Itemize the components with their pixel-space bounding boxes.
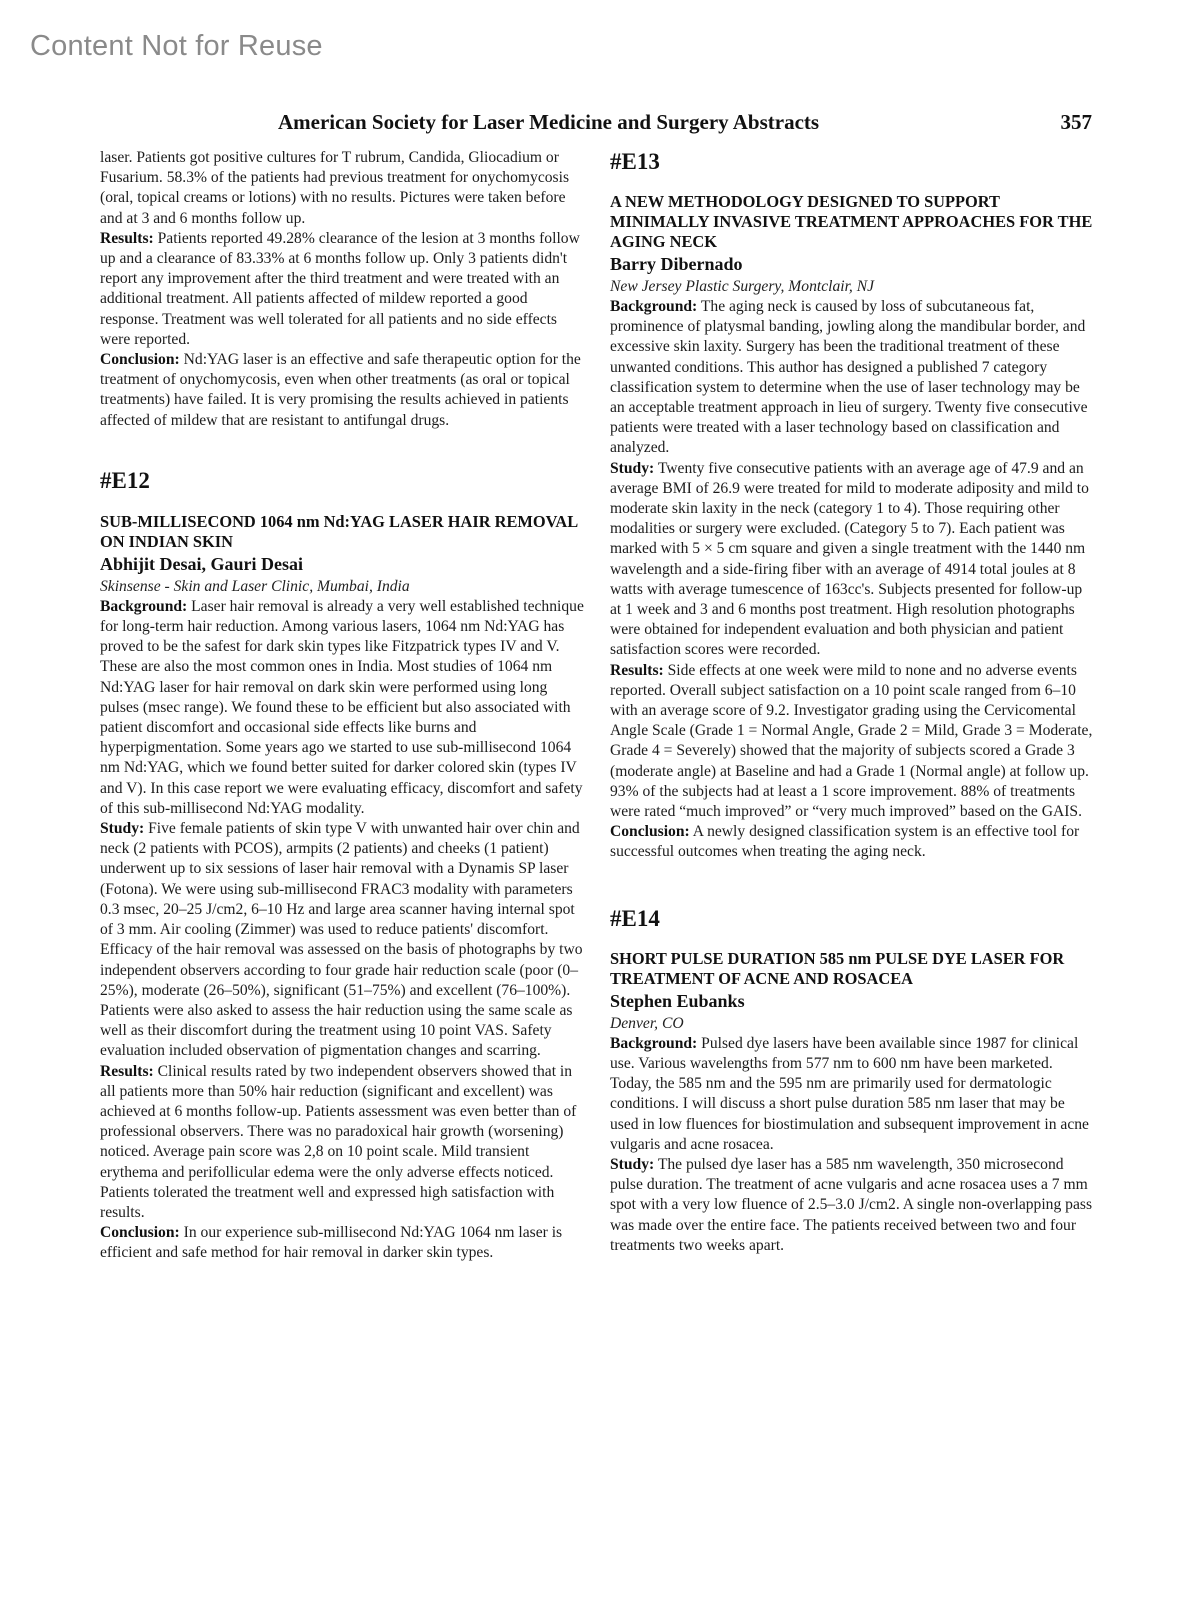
conclusion-paragraph — [100, 1223, 586, 1263]
running-head: American Society for Laser Medicine and Surgery Abstracts — [278, 110, 820, 134]
page-number: 357 — [1060, 110, 1092, 134]
results-label: Results: — [610, 661, 664, 679]
results-paragraph — [610, 661, 1094, 823]
continuation-results — [100, 229, 586, 350]
background-text: Laser hair removal is already a very well established technique for long-term hair reduction. Among various lasers, 1064 nm Nd:YAG has proved to be the safest for dark skin types like Fitzpatrick types IV and V. These are also the most common ones in India. Most studies of 1064 nm Nd:YAG laser for hair removal on dark skin were performed using long pulses (msec range). We found these to be efficient but also associated with patient discomfort and occasional side effects like burns and hyperpigmentation. Some years ago we started to use sub-millisecond 1064 nm Nd:YAG, which we found better suited for darker colored skin (types IV and V). In this case report we were evaluating efficacy, discomfort and safety of this sub-millisecond Nd:YAG modality. — [100, 597, 584, 817]
conclusion-paragraph — [610, 822, 1094, 862]
left-column — [100, 148, 586, 1264]
conclusion-text: Nd:YAG laser is an effective and safe therapeutic option for the treatment of onychomycosis, even when other treatments (as oral or topical treatments) have failed. It is very promising the results achieved in patients affected of mildew that are resistant to antifungal drugs. — [100, 351, 581, 429]
abstract-id: #E12 — [100, 467, 150, 493]
abstract-e14 — [610, 905, 1094, 1256]
study-text: Five female patients of skin type V with unwanted hair over chin and neck (2 patients with PCOS), armpits (2 patients) and cheeks (1 patient) underwent up to six sessions of laser hair removal with a Dynamis SP laser (Fotona). We were using sub-millisecond FRAC3 modality with parameters 0.3 msec, 20–25 J/cm2, 6–10 Hz and large area scanner having internal spot of 3 mm. Air cooling (Zimmer) was used to reduce patients' discomfort. Efficacy of the hair removal was assessed on the basis of photographs by two independent observers according to four grade hair reduction scale (poor (0–25%), moderate (26–50%), significant (51–75%) and excellent (76–100%). Patients were also asked to assess the hair reduction using the same scale as well as their discomfort during the treatment using 10 point VAS. Safety evaluation included observation of pigmentation changes and scarring. — [100, 820, 583, 1060]
conclusion-text: A newly designed classification system is an effective tool for successful outcomes when treating the aging neck. — [610, 823, 1080, 861]
abstract-e13 — [610, 148, 1094, 863]
abstract-authors: Barry Dibernado — [610, 254, 743, 274]
abstract-affiliation: Skinsense - Skin and Laser Clinic, Mumbai, India — [100, 577, 410, 595]
study-text: Twenty five consecutive patients with an average age of 47.9 and an average BMI of 26.9 were treated for mild to moderate adiposity and mild to moderate skin laxity in the neck (category 1 to 4). Those requiring other modalities or surgery were excluded. (Category 5 to 7). Each patient was marked with 5 × 5 cm square and given a single treatment with the 1440 nm wavelength and a side-firing fiber with an average of 4914 total joules at 8 watts with average tumescence of 163cc's. Subjects presented for follow-up at 1 week and 3 and 6 months post treatment. High resolution photographs were obtained for independent evaluation and both physician and patient satisfaction scores were recorded. — [610, 459, 1089, 659]
conclusion-label: Conclusion: — [610, 823, 690, 841]
continuation-intro: laser. Patients got positive cultures for T rubrum, Candida, Gliocadium or Fusarium. 58.3% of the patients had previous treatment for onychomycosis (oral, topical creams or lotions) with no results. Pictures were taken before and at 3 and 6 months follow up. — [100, 149, 570, 227]
background-paragraph — [610, 1034, 1094, 1155]
results-text: Patients reported 49.28% clearance of the lesion at 3 months follow up and a clearance of 83.33% at 6 months follow up. Only 3 patients didn't report any improvement after the third treatment and were treated with an additional treatment. All patients affected of mildew reported a good response. Treatment was well tolerated for all patients and no side effects were reported. — [100, 229, 580, 348]
background-label: Background: — [100, 597, 188, 615]
results-label: Results: — [100, 229, 154, 247]
background-text: The aging neck is caused by loss of subcutaneous fat, prominence of platysmal banding, jowling along the mandibular border, and excessive skin laxity. Surgery has been the traditional treatment of these unwanted conditions. This author has designed a published 7 category classification system to determine when the use of laser technology may be an acceptable treatment approach in lieu of surgery. Twenty five consecutive patients were treated with a laser technology based on classification and analyzed. — [610, 298, 1088, 457]
study-label: Study: — [610, 1155, 655, 1173]
abstract-authors: Stephen Eubanks — [610, 990, 745, 1011]
results-text: Clinical results rated by two independent observers showed that in all patients more than 50% hair reduction (significant and excellent) was achieved at 6 months follow-up. Patients assessment was even better than of professional observers. There was no paradoxical hair growth (worsening) noticed. Average pain score was 2,8 on 10 point scale. Mild transient erythema and perifollicular edema were the only adverse effects noticed. Patients tolerated the treatment well and expressed high satisfaction with results. — [100, 1062, 577, 1221]
background-label: Background: — [610, 298, 698, 315]
study-paragraph — [610, 459, 1094, 661]
abstract-authors: Abhijit Desai, Gauri Desai — [100, 553, 304, 574]
results-label: Results: — [100, 1062, 154, 1080]
background-text: Pulsed dye lasers have been available since 1987 for clinical use. Various wavelengths from 577 nm to 600 nm have been marketed. Today, the 585 nm and the 595 nm are primarily used for dermatologic conditions. I will discuss a short pulse duration 585 nm laser that may be used in low fluences for biostimulation and subsequent improvement in acne vulgaris and acne rosacea. — [610, 1034, 1089, 1153]
abstract-e12 — [100, 467, 586, 1264]
study-label: Study: — [610, 459, 655, 477]
abstract-title: A NEW METHODOLOGY DESIGNED TO SUPPORT MINIMALLY INVASIVE TREATMENT APPROACHES FOR THE AGING NECK — [610, 192, 1093, 251]
abstract-id: #E13 — [610, 149, 660, 174]
right-column — [610, 148, 1094, 1256]
conclusion-text: In our experience sub-millisecond Nd:YAG 1064 nm laser is efficient and safe method for hair removal in darker skin types. — [100, 1224, 563, 1262]
abstract-title: SUB-MILLISECOND 1064 nm Nd:YAG LASER HAIR REMOVAL ON INDIAN SKIN — [100, 511, 578, 551]
conclusion-label: Conclusion: — [100, 351, 180, 369]
abstract-id: #E14 — [610, 905, 660, 931]
abstract-continuation — [100, 148, 586, 431]
results-paragraph — [100, 1062, 586, 1224]
background-label: Background: — [610, 1034, 698, 1052]
conclusion-label: Conclusion: — [100, 1224, 180, 1242]
abstract-affiliation: Denver, CO — [610, 1014, 684, 1032]
watermark: Content Not for Reuse — [30, 30, 323, 62]
study-paragraph — [610, 1155, 1094, 1256]
study-text: The pulsed dye laser has a 585 nm wavelength, 350 microsecond pulse duration. The treatment of acne vulgaris and acne rosacea uses a 7 mm spot with a very low fluence of 2.5–3.0 J/cm2. A single non-overlapping pass was made over the entire face. The patients received between two and four treatments two weeks apart. — [610, 1155, 1093, 1254]
results-text: Side effects at one week were mild to none and no adverse events reported. Overall subject satisfaction on a 10 point scale ranged from 6–10 with an average score of 9.2. Investigator grading using the Cervicomental Angle Scale (Grade 1 = Normal Angle, Grade 2 = Mild, Grade 3 = Moderate, Grade 4 = Severely) showed that the majority of subjects scored a Grade 3 (moderate angle) at Baseline and had a Grade 1 (Normal angle) at follow up. 93% of the subjects had at least a 1 score improvement. 88% of treatments were rated “much improved” or “very much improved” based on the GAIS. — [610, 661, 1093, 821]
study-label: Study: — [100, 820, 145, 838]
background-paragraph — [610, 297, 1094, 459]
abstract-title: SHORT PULSE DURATION 585 nm PULSE DYE LASER FOR TREATMENT OF ACNE AND ROSACEA — [610, 948, 1065, 988]
abstract-affiliation: New Jersey Plastic Surgery, Montclair, NJ — [610, 278, 875, 295]
continuation-conclusion — [100, 350, 586, 431]
study-paragraph — [100, 819, 586, 1061]
background-paragraph — [100, 597, 586, 819]
